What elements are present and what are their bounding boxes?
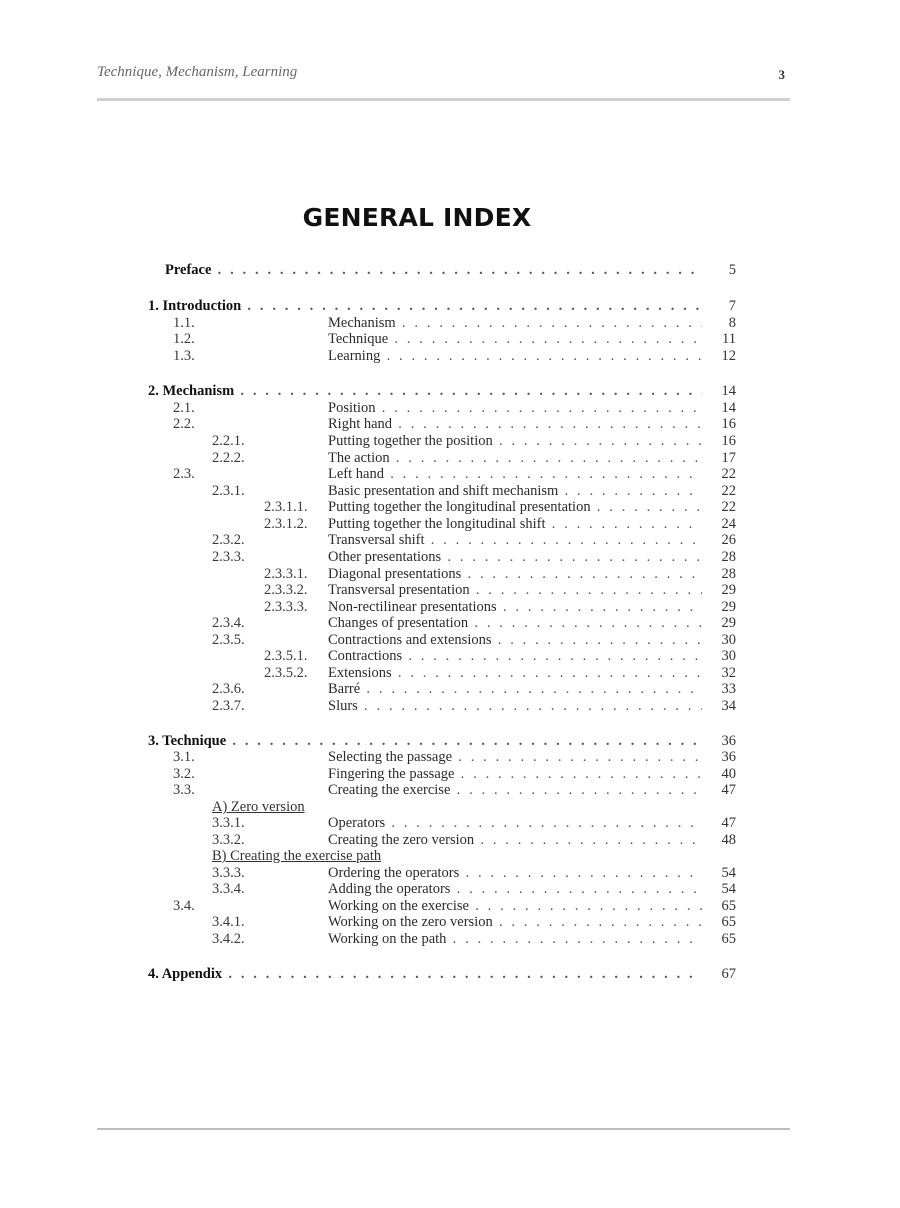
toc-entry-page: 28: [721, 566, 736, 582]
toc-entry-page: 65: [721, 914, 736, 930]
toc-entry-label: Putting together the longitudinal presentation . . .: [328, 499, 702, 516]
toc-entry-page: 32: [721, 665, 736, 681]
toc-entry-number: 3.3.2.: [212, 832, 245, 848]
toc-entry-number: 2.2.1.: [212, 433, 245, 449]
running-header-title: Technique, Mechanism, Learning: [97, 64, 298, 80]
toc-entry[interactable]: [0, 466, 900, 483]
toc-entry-page: 16: [721, 433, 736, 449]
toc-entry[interactable]: [0, 450, 900, 467]
toc-entry-label: Working on the exercise . . .: [328, 898, 702, 915]
footer-rule: [97, 1128, 790, 1130]
toc-entry-label: Creating the exercise . . .: [328, 782, 702, 799]
toc-entry-page: 33: [721, 681, 736, 697]
toc-entry-page: 12: [721, 348, 736, 364]
toc-entry[interactable]: [0, 865, 900, 882]
toc-entry-number: 2.3.4.: [212, 615, 245, 631]
toc-entry-preface[interactable]: [0, 262, 900, 279]
toc-entry-number: 2.3.: [173, 466, 195, 482]
toc-entry-number: 3.3.4.: [212, 881, 245, 897]
toc-entry-page: 22: [721, 483, 736, 499]
toc-entry-label: 4. Appendix . . .: [148, 966, 702, 983]
toc-entry-page: 40: [721, 766, 736, 782]
toc-entry-number: 2.3.3.1.: [264, 566, 308, 582]
toc-entry-chapter[interactable]: [0, 966, 900, 983]
toc-entry-label: Fingering the passage . . .: [328, 766, 702, 783]
toc-entry-label: Preface . . .: [165, 262, 702, 279]
toc-entry[interactable]: [0, 582, 900, 599]
toc-entry-label: Learning . . .: [328, 348, 702, 365]
toc-entry-number: 3.4.1.: [212, 914, 245, 930]
toc-entry[interactable]: [0, 665, 900, 682]
toc-entry-label: Creating the zero version . . .: [328, 832, 702, 849]
toc-entry-page: 29: [721, 599, 736, 615]
toc-entry-label: Contractions . . .: [328, 648, 702, 665]
toc-entry-label: Transversal shift . . .: [328, 532, 702, 549]
toc-entry-page: 65: [721, 931, 736, 947]
toc-entry[interactable]: [0, 483, 900, 500]
toc-entry-page: 54: [721, 881, 736, 897]
toc-entry[interactable]: [0, 416, 900, 433]
toc-entry-label: The action . . .: [328, 450, 702, 467]
toc-entry-label: Other presentations . . .: [328, 549, 702, 566]
toc-subheading: B) Creating the exercise path: [212, 848, 382, 864]
toc-entry-label: Technique . . .: [328, 331, 702, 348]
toc-entry-label: Adding the operators . . .: [328, 881, 702, 898]
toc-entry[interactable]: [0, 931, 900, 948]
toc-entry-label: Contractions and extensions . . .: [328, 632, 702, 649]
toc-entry-number: 2.3.3.3.: [264, 599, 308, 615]
toc-entry-page: 5: [728, 262, 736, 278]
toc-entry-label: Putting together the position . . .: [328, 433, 702, 450]
toc-entry[interactable]: [0, 648, 900, 665]
toc-entry-label: Putting together the longitudinal shift . . .: [328, 516, 702, 533]
toc-entry-page: 17: [721, 450, 736, 466]
toc-entry-page: 22: [721, 499, 736, 515]
toc-entry-page: 34: [721, 698, 736, 714]
toc-entry[interactable]: [0, 348, 900, 365]
toc-entry-number: 3.4.: [173, 898, 195, 914]
toc-entry[interactable]: [0, 749, 900, 766]
toc-entry-label: 3. Technique . . .: [148, 733, 702, 750]
toc-entry-label: Changes of presentation . . .: [328, 615, 702, 632]
toc-entry-page: 48: [721, 832, 736, 848]
toc-entry[interactable]: [0, 549, 900, 566]
toc-entry-label: Diagonal presentations . . .: [328, 566, 702, 583]
toc-entry-page: 47: [721, 782, 736, 798]
toc-entry-number: 2.3.1.2.: [264, 516, 308, 532]
toc-entry-number: 1.3.: [173, 348, 195, 364]
toc-entry-page: 14: [721, 383, 736, 399]
toc-entry[interactable]: [0, 681, 900, 698]
toc-entry-label: Right hand . . .: [328, 416, 702, 433]
toc-entry[interactable]: [0, 615, 900, 632]
toc-entry-number: 2.3.2.: [212, 532, 245, 548]
toc-entry-number: 1.1.: [173, 315, 195, 331]
toc-entry-chapter[interactable]: [0, 733, 900, 750]
toc-entry-page: 28: [721, 549, 736, 565]
toc-entry-label: 2. Mechanism . . .: [148, 383, 702, 400]
toc-entry-number: 2.3.5.: [212, 632, 245, 648]
toc-entry-label: Left hand . . .: [328, 466, 702, 483]
toc-entry[interactable]: [0, 632, 900, 649]
toc-entry-label: Ordering the operators . . .: [328, 865, 702, 882]
toc-entry[interactable]: [0, 914, 900, 931]
toc-entry-page: 14: [721, 400, 736, 416]
toc-entry-label: Basic presentation and shift mechanism . . .: [328, 483, 702, 500]
toc-entry-number: 2.3.1.: [212, 483, 245, 499]
toc-entry-label: Barré . . .: [328, 681, 702, 698]
toc-entry-number: 3.3.3.: [212, 865, 245, 881]
toc-entry-label: Selecting the passage . . .: [328, 749, 702, 766]
toc-entry[interactable]: [0, 881, 900, 898]
toc-entry-page: 29: [721, 582, 736, 598]
toc-entry-page: 16: [721, 416, 736, 432]
toc-entry-number: 1.2.: [173, 331, 195, 347]
toc-entry-label: Non-rectilinear presentations . . .: [328, 599, 702, 616]
toc-entry[interactable]: [0, 698, 900, 715]
toc-entry-number: 2.3.7.: [212, 698, 245, 714]
toc-entry-page: 11: [722, 331, 736, 347]
toc-entry-page: 30: [721, 648, 736, 664]
toc-entry[interactable]: [0, 782, 900, 799]
toc-entry-number: 3.4.2.: [212, 931, 245, 947]
toc-entry[interactable]: [0, 331, 900, 348]
toc-entry-number: 3.3.: [173, 782, 195, 798]
toc-entry-page: 36: [721, 749, 736, 765]
toc-entry-number: 2.3.3.: [212, 549, 245, 565]
toc-entry-label: Operators . . .: [328, 815, 702, 832]
toc-entry[interactable]: [0, 599, 900, 616]
header-rule: [97, 98, 790, 101]
toc-entry-page: 22: [721, 466, 736, 482]
toc-entry-label: Slurs . . .: [328, 698, 702, 715]
toc-entry-page: 30: [721, 632, 736, 648]
toc-entry[interactable]: [0, 532, 900, 549]
toc-entry-label: Working on the path . . .: [328, 931, 702, 948]
toc-entry-number: 2.3.3.2.: [264, 582, 308, 598]
toc-entry-page: 54: [721, 865, 736, 881]
toc-entry-page: 8: [728, 315, 736, 331]
page-title: GENERAL INDEX: [302, 203, 532, 232]
toc-entry-number: 3.1.: [173, 749, 195, 765]
toc-entry[interactable]: [0, 516, 900, 533]
toc-entry-number: 2.3.5.1.: [264, 648, 308, 664]
toc-entry-label: 1. Introduction . . .: [148, 298, 702, 315]
toc-entry[interactable]: [0, 400, 900, 417]
toc-entry-number: 2.3.5.2.: [264, 665, 308, 681]
toc-entry-page: 26: [721, 532, 736, 548]
toc-entry[interactable]: [0, 898, 900, 915]
toc-entry-chapter[interactable]: [0, 298, 900, 315]
toc-entry-label: Working on the zero version . . .: [328, 914, 702, 931]
toc-entry-page: 7: [728, 298, 736, 314]
toc-entry-number: 2.2.2.: [212, 450, 245, 466]
toc-entry-label: Transversal presentation . . .: [328, 582, 702, 599]
toc-entry[interactable]: [0, 433, 900, 450]
toc-entry[interactable]: [0, 815, 900, 832]
toc-entry[interactable]: [0, 315, 900, 332]
toc-entry[interactable]: [0, 766, 900, 783]
toc-entry[interactable]: [0, 566, 900, 583]
toc-entry-label: Extensions . . .: [328, 665, 702, 682]
toc-entry-page: 24: [721, 516, 736, 532]
toc-entry-number: 2.1.: [173, 400, 195, 416]
toc-entry-page: 67: [721, 966, 736, 982]
running-header: [97, 64, 787, 88]
toc-entry-page: 29: [721, 615, 736, 631]
toc-entry-chapter[interactable]: [0, 383, 900, 400]
toc-entry-number: 3.3.1.: [212, 815, 245, 831]
toc-entry-label: Mechanism . . .: [328, 315, 702, 332]
toc-entry-number: 2.3.6.: [212, 681, 245, 697]
toc-entry-page: 47: [721, 815, 736, 831]
toc-entry[interactable]: [0, 832, 900, 849]
page-number: 3: [778, 67, 785, 82]
toc-entry[interactable]: [0, 499, 900, 516]
toc-entry-label: Position . . .: [328, 400, 702, 417]
toc-entry-page: 36: [721, 733, 736, 749]
toc-entry-number: 3.2.: [173, 766, 195, 782]
toc-entry-number: 2.2.: [173, 416, 195, 432]
toc-entry-page: 65: [721, 898, 736, 914]
toc-subheading: A) Zero version: [212, 799, 305, 815]
toc-entry-number: 2.3.1.1.: [264, 499, 308, 515]
